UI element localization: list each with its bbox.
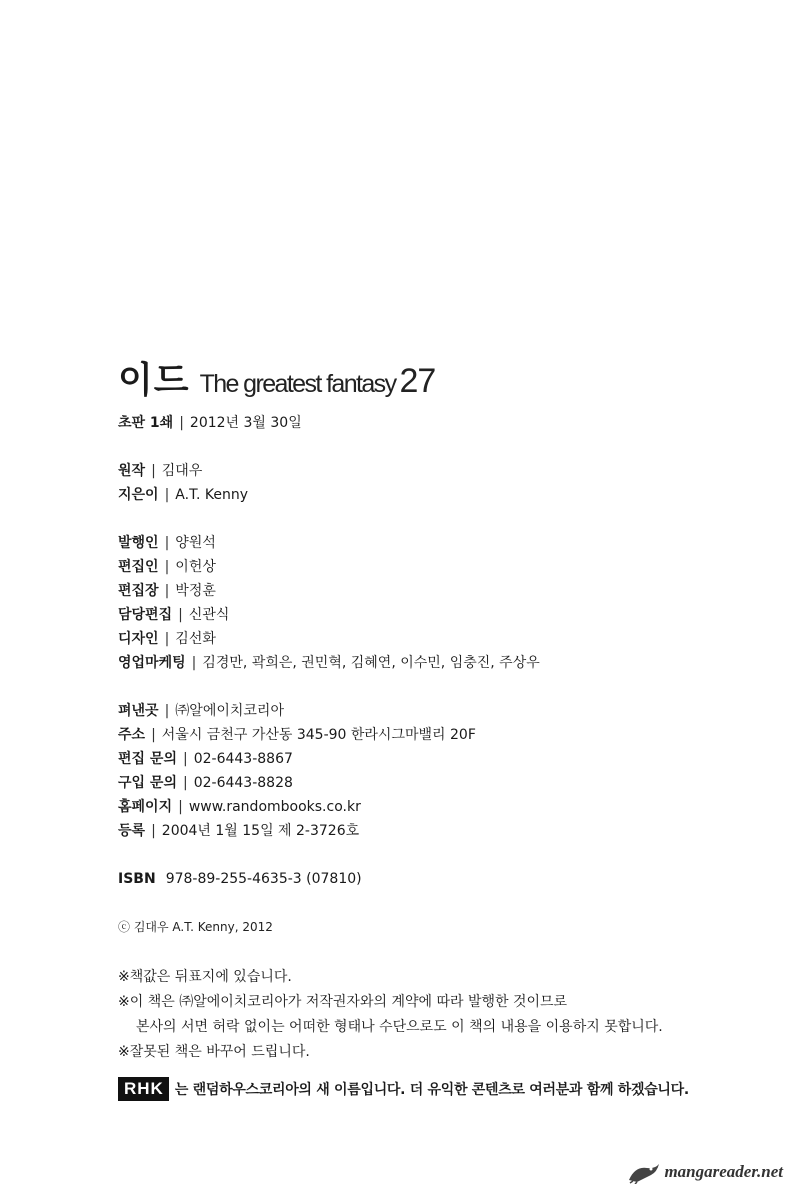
info-row-homepage xyxy=(118,798,361,816)
staff-value: 박정훈 xyxy=(175,583,216,599)
credit-row-writer xyxy=(118,486,248,504)
copyright-notice: ⓒ 김대우 A.T. Kenny, 2012 xyxy=(118,920,273,934)
info-label: 홈페이지 xyxy=(118,799,173,815)
info-label: 주소 xyxy=(118,727,146,743)
staff-value: 김선화 xyxy=(175,631,216,647)
separator: | xyxy=(179,415,184,431)
note-license: ※이 책은 ㈜알에이치코리아가 저작권자와의 계약에 따라 발행한 것이므로 xyxy=(118,994,568,1010)
staff-label: 담당편집 xyxy=(118,607,173,623)
watermark-text: mangareader.net xyxy=(664,1162,783,1181)
staff-row-marketing xyxy=(118,654,540,672)
separator: | xyxy=(151,463,156,479)
separator: | xyxy=(164,559,170,575)
info-label: 펴낸곳 xyxy=(118,703,159,719)
isbn-value: 978-89-255-4635-3 (07810) xyxy=(165,871,362,887)
mangareader-mascot-icon xyxy=(627,1160,661,1184)
info-value: ㈜알에이치코리아 xyxy=(175,703,284,719)
credit-value: A.T. Kenny xyxy=(175,487,248,503)
separator: | xyxy=(164,487,170,503)
separator: | xyxy=(191,655,197,671)
separator: | xyxy=(164,631,170,647)
staff-label: 디자인 xyxy=(118,631,159,647)
staff-label: 발행인 xyxy=(118,535,159,551)
rhk-logo: RHK xyxy=(118,1077,169,1101)
title-volume: 27 xyxy=(399,362,436,400)
staff-label: 영업마케팅 xyxy=(118,655,186,671)
info-label: 구입 문의 xyxy=(118,775,177,791)
info-value: 서울시 금천구 가산동 345-90 한라시그마밸리 20F xyxy=(161,727,476,743)
note-price: ※책값은 뒤표지에 있습니다. xyxy=(118,969,292,985)
separator: | xyxy=(182,775,188,791)
info-row-editorial-contact xyxy=(118,750,293,768)
staff-value: 신관식 xyxy=(188,607,230,623)
staff-row-publisher xyxy=(118,534,216,552)
watermark xyxy=(627,1160,783,1184)
credit-row-original-author xyxy=(118,462,202,480)
note-license-continued: 본사의 서면 허락 없이는 어떠한 형태나 수단으로도 이 책의 내용을 이용하지 못합니다. xyxy=(136,1019,663,1035)
title-english: The greatest fantasy xyxy=(199,370,396,398)
staff-row-managing-editor xyxy=(118,606,229,624)
separator: | xyxy=(151,823,156,839)
info-row-purchase-contact xyxy=(118,774,293,792)
printing-value: 2012년 3월 30일 xyxy=(189,415,302,431)
separator: | xyxy=(182,751,188,767)
info-value: 2004년 1월 15일 제 2-3726호 xyxy=(161,823,360,839)
staff-row-editor xyxy=(118,558,216,576)
separator: | xyxy=(164,583,170,599)
separator: | xyxy=(164,535,170,551)
title-korean: 이드 xyxy=(118,360,190,401)
info-label: 편집 문의 xyxy=(118,751,177,767)
printing-row xyxy=(118,414,302,432)
staff-label: 편집인 xyxy=(118,559,159,575)
separator: | xyxy=(164,703,170,719)
staff-label: 편집장 xyxy=(118,583,159,599)
credit-label: 원작 xyxy=(118,463,146,479)
staff-row-chief-editor xyxy=(118,582,216,600)
credit-value: 김대우 xyxy=(161,463,203,479)
isbn-row xyxy=(118,870,362,888)
staff-value: 이헌상 xyxy=(175,559,216,575)
info-value: www.randombooks.co.kr xyxy=(188,799,361,815)
printing-label: 초판 1쇄 xyxy=(118,415,174,431)
info-row-registration xyxy=(118,822,359,840)
separator: | xyxy=(151,727,156,743)
staff-row-design xyxy=(118,630,216,648)
isbn-label: ISBN xyxy=(118,871,156,887)
rhk-notice xyxy=(118,1077,689,1101)
credit-label: 지은이 xyxy=(118,487,159,503)
separator: | xyxy=(178,607,183,623)
staff-value: 김경만, 곽희은, 권민혁, 김혜연, 이수민, 임충진, 주상우 xyxy=(202,655,540,671)
info-value: 02-6443-8867 xyxy=(193,751,293,767)
note-exchange: ※잘못된 책은 바꾸어 드립니다. xyxy=(118,1044,310,1060)
info-label: 등록 xyxy=(118,823,146,839)
rhk-notice-text: 는 랜덤하우스코리아의 새 이름입니다. 더 유익한 콘텐츠로 여러분과 함께 하겠습니다. xyxy=(174,1082,689,1098)
staff-value: 양원석 xyxy=(175,535,216,551)
info-value: 02-6443-8828 xyxy=(193,775,293,791)
separator: | xyxy=(178,799,183,815)
info-row-address xyxy=(118,726,476,744)
info-row-imprint xyxy=(118,702,284,720)
book-title xyxy=(118,352,435,403)
